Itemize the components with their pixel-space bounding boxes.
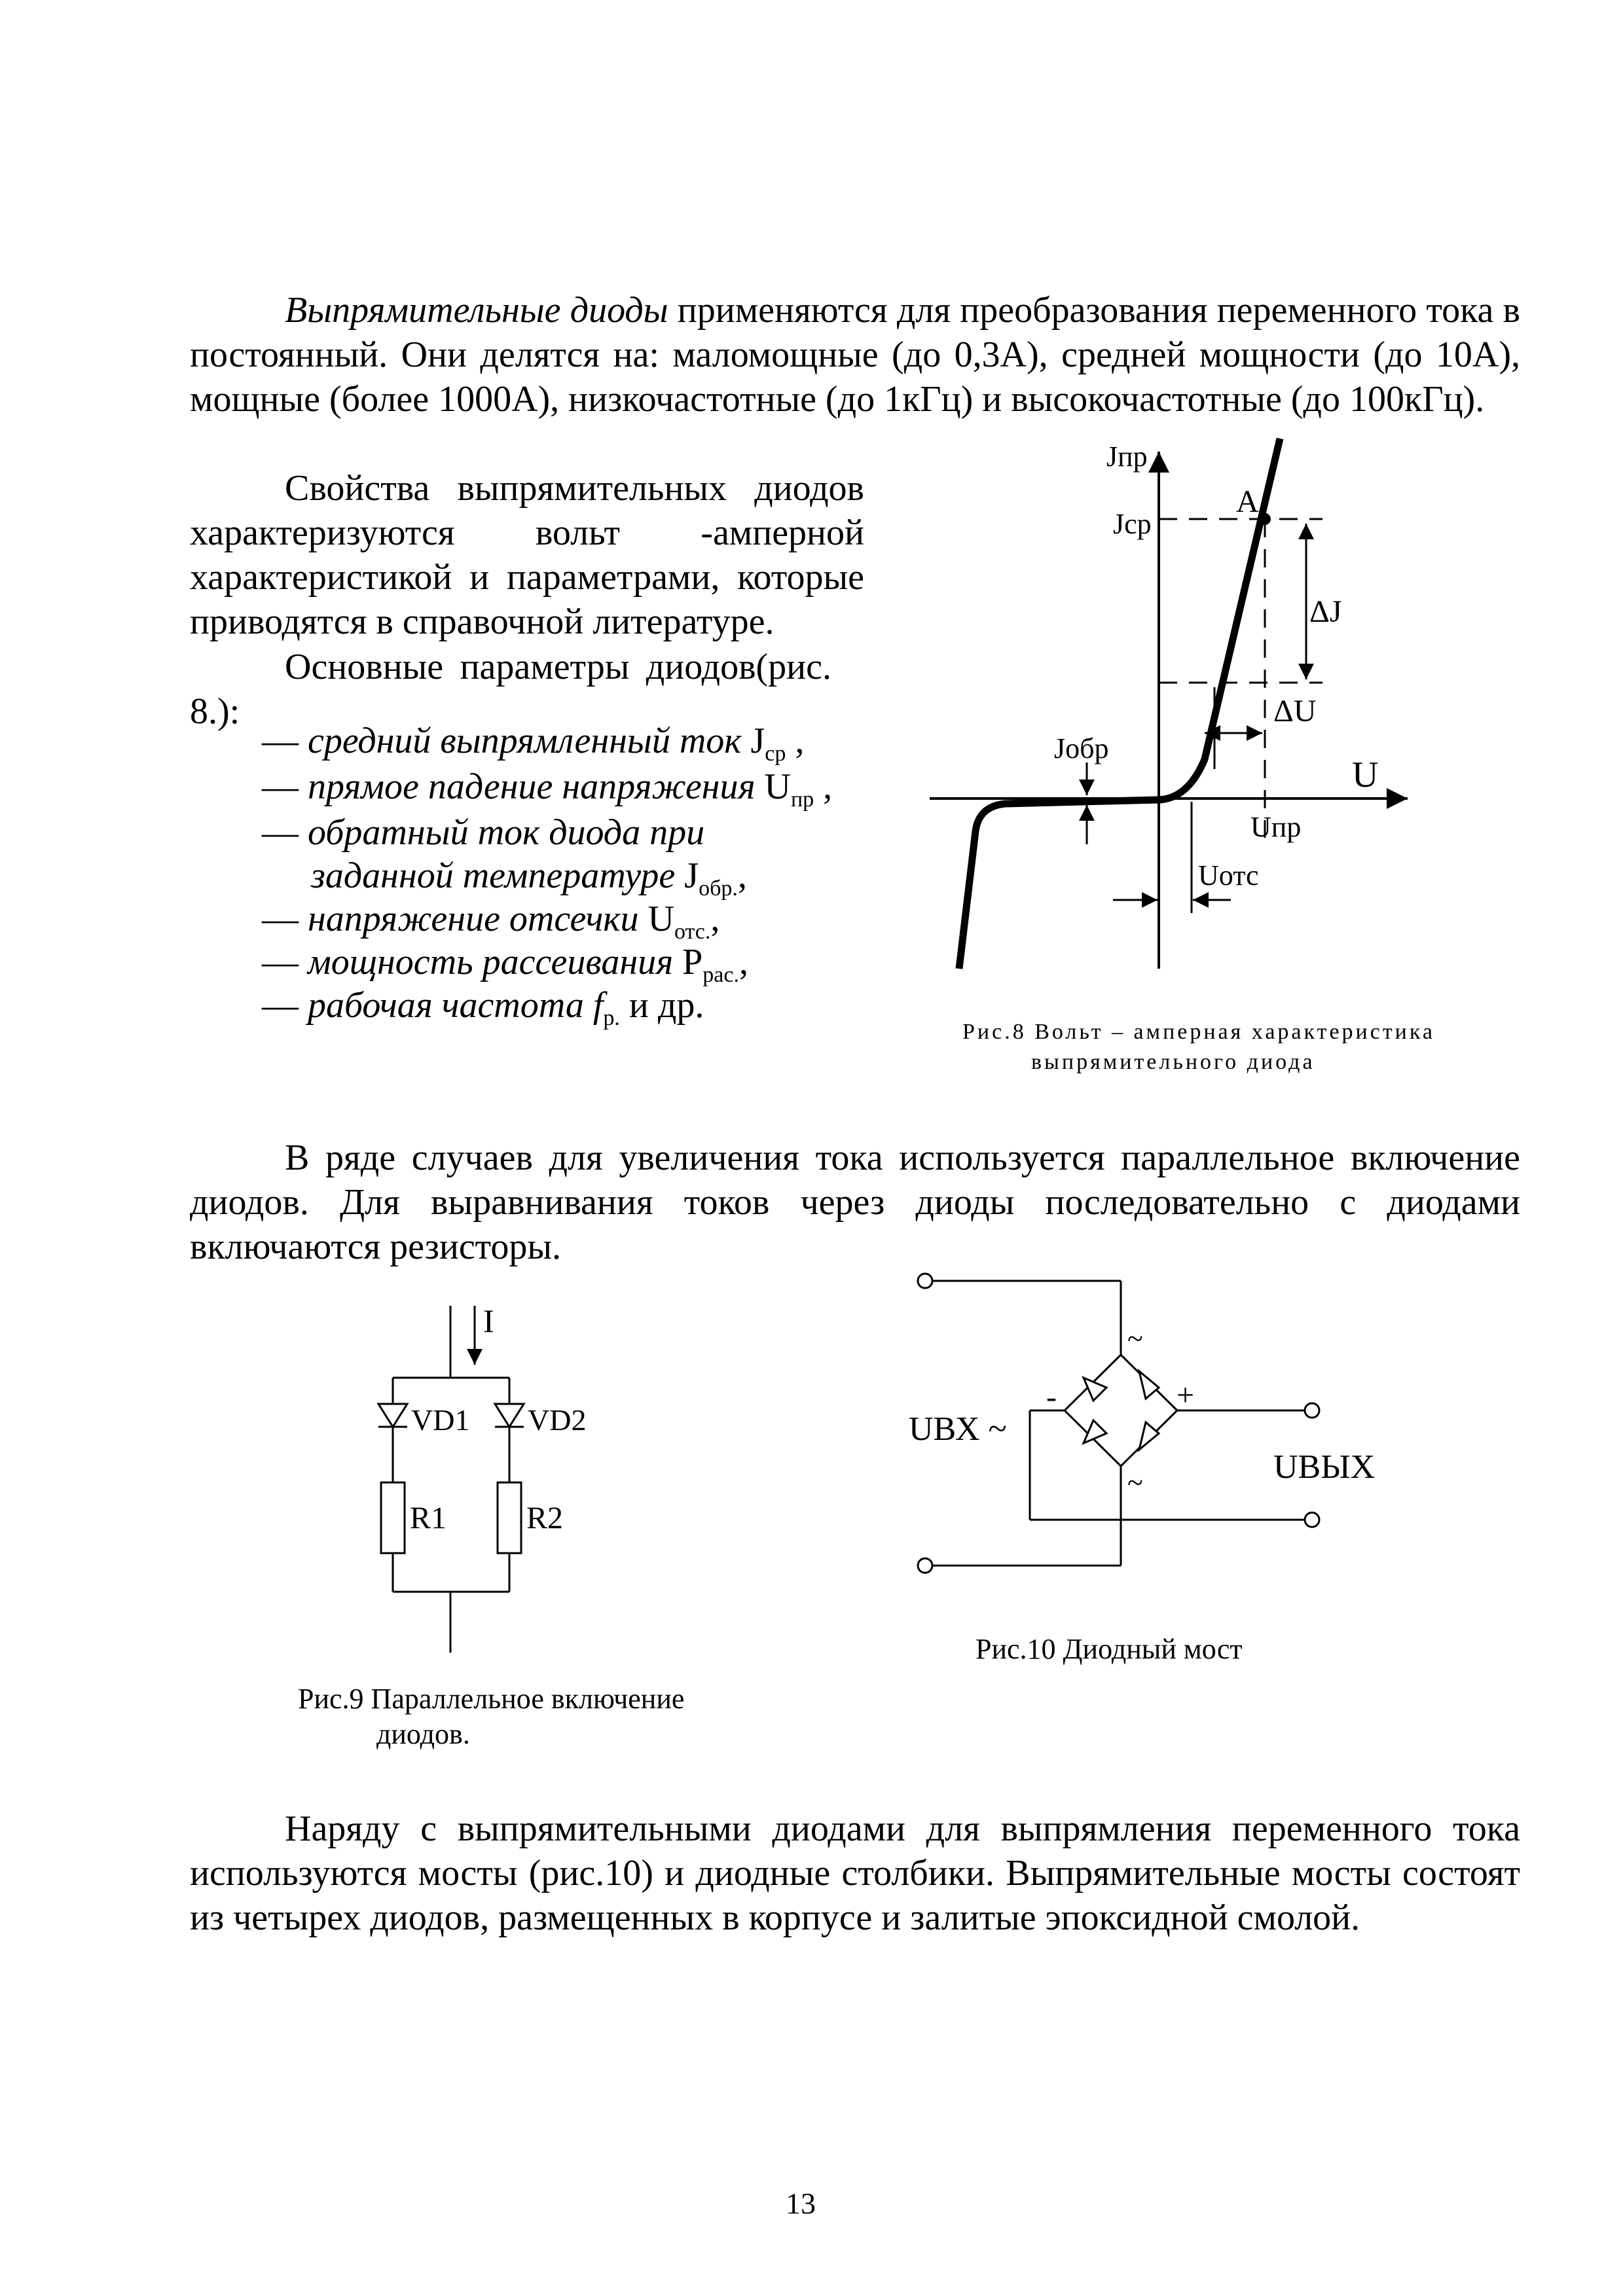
paragraph-main-params-text: Основные параметры диодов(рис. 8.): xyxy=(190,647,831,732)
fig10-label-tilde-bottom: ~ xyxy=(1127,1467,1143,1499)
param-item-work-frequency: — рабочая частота $f_{р.}$ и др. xyxy=(262,985,704,1031)
fig8-label-jsr: Jср xyxy=(1113,508,1152,540)
fig8-label-u: U xyxy=(1352,755,1379,795)
fig10-label-uin: UВХ ~ xyxy=(909,1410,1007,1448)
param-item-cutoff-voltage: — напряжение отсечки $U_{отс.}$, xyxy=(262,899,720,944)
param-item-power-dissipation: — мощность рассеивания $P_{рас.}$, xyxy=(262,942,748,988)
param-item-reverse-current-cont: заданной температуре $J_{обр.}$, xyxy=(311,855,747,901)
fig8-label-uots: Uотс xyxy=(1198,859,1259,891)
fig9-caption-line2: диодов. xyxy=(376,1718,470,1750)
fig8-label-jobr: Jобр xyxy=(1054,732,1109,764)
paragraph-properties-text: Свойства выпрямительных диодов характеризуются вольт -амперной характеристикой и параметрами, которые приводятся в справочной литературе. xyxy=(190,468,864,642)
param-item-forward-voltage: — прямое падение напряжения $U_{пр}$ , xyxy=(262,766,833,812)
fig10-caption: Рис.10 Диодный мост xyxy=(976,1633,1243,1665)
paragraph-parallel-text: В ряде случаев для увеличения тока используется параллельное включение диодов. Для выравнивания токов через диоды последовательно с диодами включаются резисторы. xyxy=(190,1138,1520,1267)
fig9-parallel-circuit xyxy=(378,1306,524,1653)
fig9-caption-line1: Рис.9 Параллельное включение xyxy=(298,1683,685,1715)
fig8-va-characteristic xyxy=(930,439,1408,969)
fig9-label-r2: R2 xyxy=(526,1501,564,1535)
fig9-label-current: I xyxy=(483,1302,494,1339)
fig8-label-delta-j: ΔJ xyxy=(1309,594,1342,629)
fig8-caption-line1: Рис.8 Вольт – амперная характеристика xyxy=(962,1020,1435,1044)
fig9-label-vd1: VD1 xyxy=(411,1403,470,1437)
term-rectifier-diodes: Выпрямительные диоды xyxy=(285,290,668,331)
fig10-label-uout: UВЫХ xyxy=(1273,1448,1376,1486)
fig10-label-tilde-top: ~ xyxy=(1127,1323,1143,1355)
fig8-label-upr: Uпр xyxy=(1250,811,1302,843)
fig8-label-jpr: Jпр xyxy=(1106,440,1148,473)
paragraph-intro-text: применяются для преобразования переменного тока в постоянный. Они делятся на: маломощные (до 0,3А), средней мощности (до 10А), мощные (более 1000А), низкочастотные (до 1кГц) и высокочастотные (до 100кГц). xyxy=(190,290,1520,420)
page-number: 13 xyxy=(786,2187,816,2220)
fig8-point-a xyxy=(1259,513,1271,525)
fig10-label-minus: - xyxy=(1046,1380,1057,1414)
paragraph-bridges-text: Наряду с выпрямительными диодами для выпрямления переменного тока используются мосты (рис.10) и диодные столбики. Выпрямительные мосты состоят из четырех диодов, размещенных в корпусе и залитые эпоксидной смолой. xyxy=(190,1808,1520,1938)
fig9-label-r1: R1 xyxy=(410,1501,447,1535)
fig10-label-plus: + xyxy=(1176,1378,1195,1412)
fig8-caption-line2: выпрямительного диода xyxy=(1031,1050,1315,1074)
param-item-avg-current: — средний выпрямленный ток $J_{ср}$ , xyxy=(262,721,805,766)
fig8-label-delta-u: ΔU xyxy=(1273,694,1317,728)
fig9-label-vd2: VD2 xyxy=(528,1403,587,1437)
fig8-label-a: A xyxy=(1236,484,1259,519)
param-item-reverse-current: — обратный ток диода при xyxy=(262,812,705,853)
